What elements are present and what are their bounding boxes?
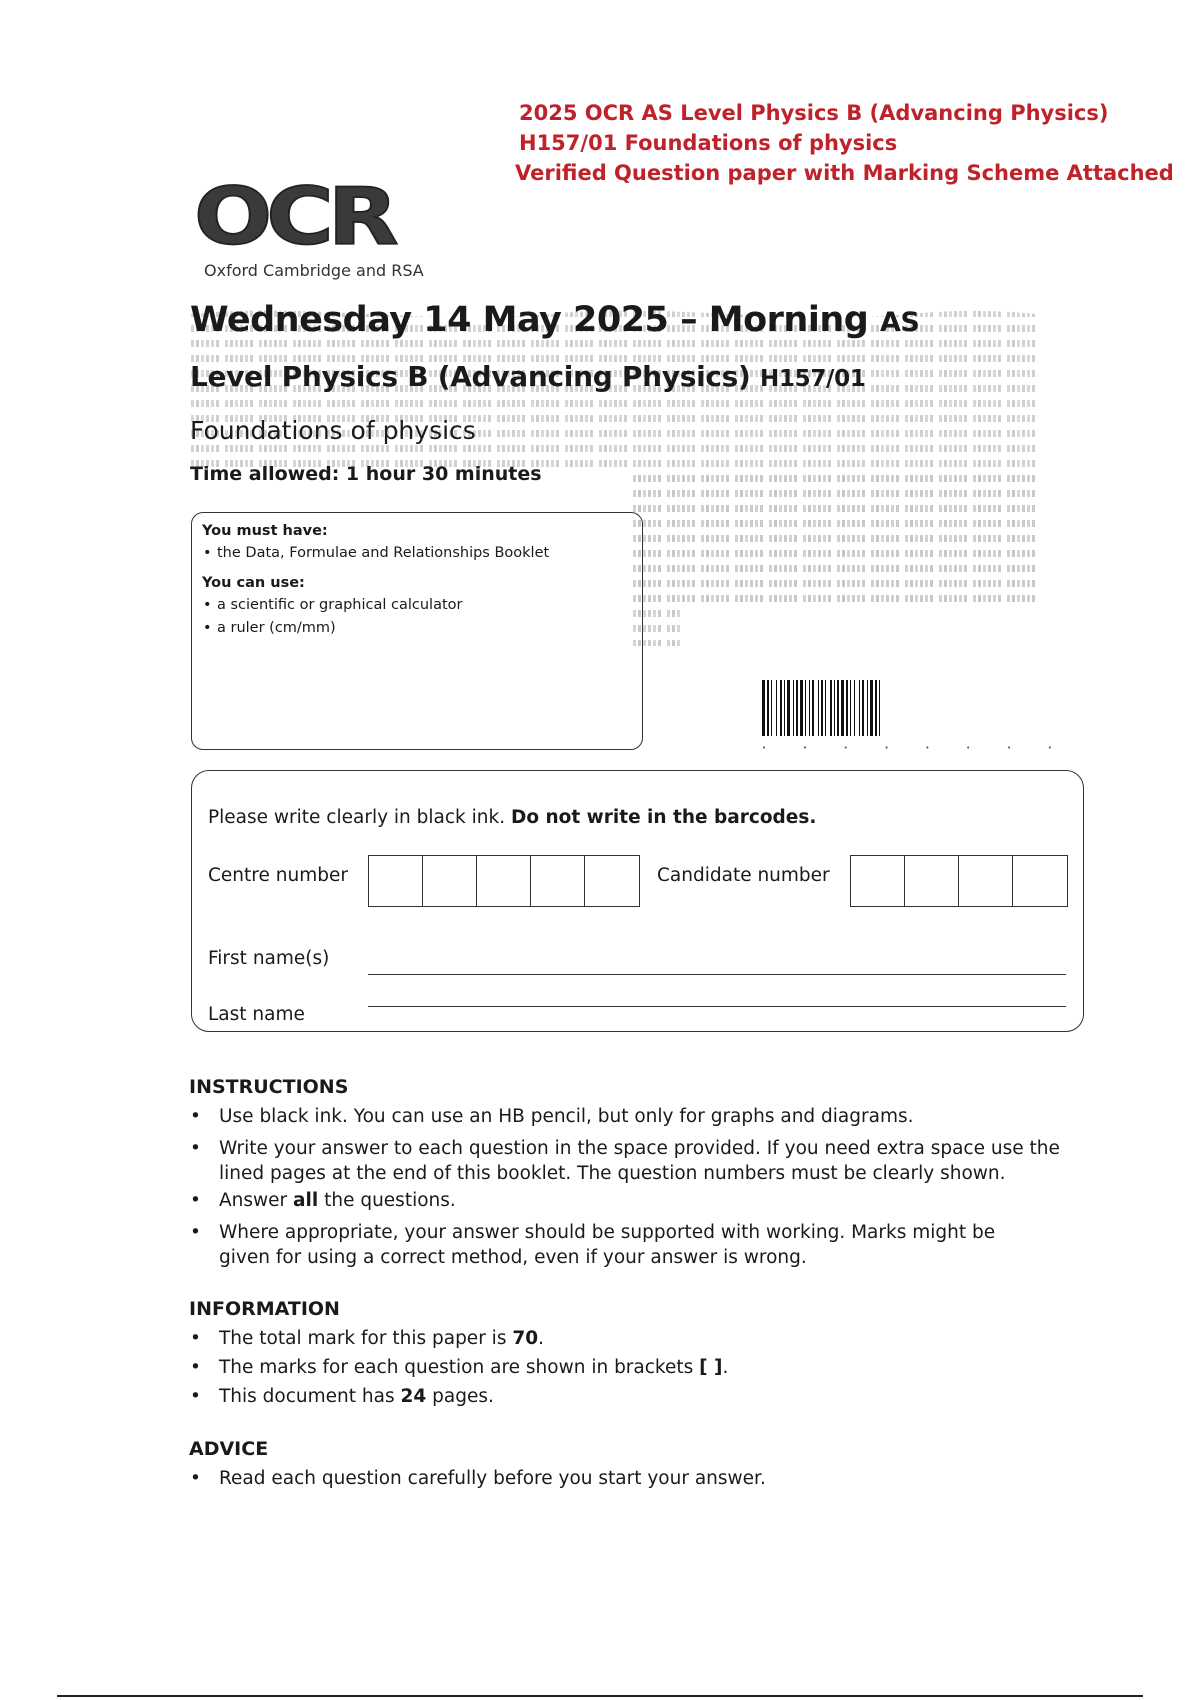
barcode-bar <box>841 680 844 736</box>
barcode-bar <box>793 680 794 736</box>
barcode-bar <box>870 680 873 736</box>
candidate-number-grid[interactable] <box>850 855 1068 907</box>
ocr-logo-mark: OCR <box>194 171 393 263</box>
exam-level-prefix: AS <box>879 307 920 338</box>
candidate-number-digit[interactable] <box>851 856 905 906</box>
barcode-bar <box>771 680 772 736</box>
exam-date: Wednesday 14 May 2025 – Morning <box>190 300 869 340</box>
barcode-bar <box>825 680 826 736</box>
barcode-bar <box>784 680 785 736</box>
centre-number-digit[interactable] <box>477 856 531 906</box>
first-name-label: First name(s) <box>208 948 330 969</box>
barcode-bar <box>834 680 835 736</box>
information-item: • The total mark for this paper is 70. <box>189 1326 1089 1351</box>
instruction-item: • Where appropriate, your answer should be supported with working. Marks might be given for using a correct method, even if your answer is wrong. <box>189 1220 999 1270</box>
candidate-number-digit[interactable] <box>1013 856 1067 906</box>
advice-heading: ADVICE <box>189 1438 269 1460</box>
candidate-instruction-text: Please write clearly in black ink. <box>208 807 506 828</box>
barcode-bar <box>830 680 832 736</box>
barcode-bar <box>762 680 765 736</box>
ocr-logo <box>194 171 424 280</box>
exam-subject: Level Physics B (Advancing Physics) <box>190 360 751 393</box>
barcode-bar <box>787 680 790 736</box>
header-note-line-3: Verified Question paper with Marking Scheme Attached <box>515 161 1174 185</box>
barcode-bar <box>879 680 880 736</box>
information-item: • The marks for each question are shown in brackets [ ]. <box>189 1355 1089 1380</box>
information-item: • This document has 24 pages. <box>189 1384 1089 1409</box>
header-note-line-1: 2025 OCR AS Level Physics B (Advancing Physics) <box>519 101 1109 125</box>
can-use-heading: You can use: <box>202 575 305 591</box>
ocr-logo-subtitle: Oxford Cambridge and RSA <box>204 261 424 280</box>
advice-item: • Read each question carefully before you start your answer. <box>189 1466 1089 1491</box>
instruction-item: • Write your answer to each question in the space provided. If you need extra space use the lined pages at the end of this booklet. The question numbers must be clearly shown. <box>189 1136 1089 1186</box>
centre-number-label: Centre number <box>208 865 348 886</box>
exam-subject-title <box>190 360 866 393</box>
centre-number-digit[interactable] <box>423 856 477 906</box>
must-have-item: • the Data, Formulae and Relationships Booklet <box>202 545 632 561</box>
requirements-box <box>191 512 643 750</box>
candidate-instruction <box>208 807 816 828</box>
advice-section <box>189 1438 1089 1495</box>
barcode-bar <box>867 680 868 736</box>
last-name-label: Last name <box>208 1004 305 1025</box>
barcode-bar <box>837 680 839 736</box>
barcode-bar <box>875 680 877 736</box>
page-bottom-rule <box>57 1695 1143 1697</box>
barcode-bar <box>805 680 806 736</box>
can-use-item: • a scientific or graphical calculator <box>202 597 632 613</box>
barcode-bar <box>821 680 823 736</box>
barcode-bar <box>809 680 810 736</box>
exam-code: H157/01 <box>760 366 866 392</box>
must-have-list <box>202 545 632 561</box>
barcode-bar <box>859 680 860 736</box>
barcode-bar <box>818 680 819 736</box>
last-name-line[interactable] <box>368 1006 1066 1007</box>
information-heading: INFORMATION <box>189 1298 340 1320</box>
exam-paper-name: Foundations of physics <box>190 416 476 445</box>
barcode-bar <box>767 680 769 736</box>
centre-number-grid[interactable] <box>368 855 640 907</box>
barcode-bar <box>862 680 864 736</box>
barcode-bar <box>780 680 782 736</box>
barcode-bar <box>776 680 777 736</box>
instruction-item: • Use black ink. You can use an HB pencil, but only for graphs and diagrams. <box>189 1104 1089 1129</box>
centre-number-digit[interactable] <box>369 856 423 906</box>
barcode-bar <box>800 680 803 736</box>
barcode-bar <box>846 680 848 736</box>
can-use-item: • a ruler (cm/mm) <box>202 620 632 636</box>
centre-number-digit[interactable] <box>585 856 639 906</box>
barcode-bar <box>796 680 798 736</box>
header-note <box>515 98 1174 188</box>
barcode <box>762 680 1052 736</box>
first-name-line[interactable] <box>368 974 1066 975</box>
can-use-list <box>202 597 632 636</box>
header-note-line-2: H157/01 Foundations of physics <box>519 131 898 155</box>
must-have-heading: You must have: <box>202 523 328 539</box>
candidate-number-digit[interactable] <box>905 856 959 906</box>
instruction-item: • Answer all the questions. <box>189 1188 1089 1213</box>
information-section <box>189 1298 1089 1413</box>
barcode-bar <box>854 680 855 736</box>
candidate-number-digit[interactable] <box>959 856 1013 906</box>
instructions-section <box>189 1076 1089 1274</box>
candidate-instruction-bold: Do not write in the barcodes. <box>511 807 817 828</box>
centre-number-digit[interactable] <box>531 856 585 906</box>
barcode-digits: • • • • • • • • <box>762 744 1052 752</box>
barcode-bar <box>850 680 851 736</box>
candidate-number-label: Candidate number <box>657 865 830 886</box>
exam-date-title <box>190 300 919 340</box>
instructions-heading: INSTRUCTIONS <box>189 1076 349 1098</box>
time-allowed: Time allowed: 1 hour 30 minutes <box>190 463 542 485</box>
barcode-bar <box>812 680 814 736</box>
